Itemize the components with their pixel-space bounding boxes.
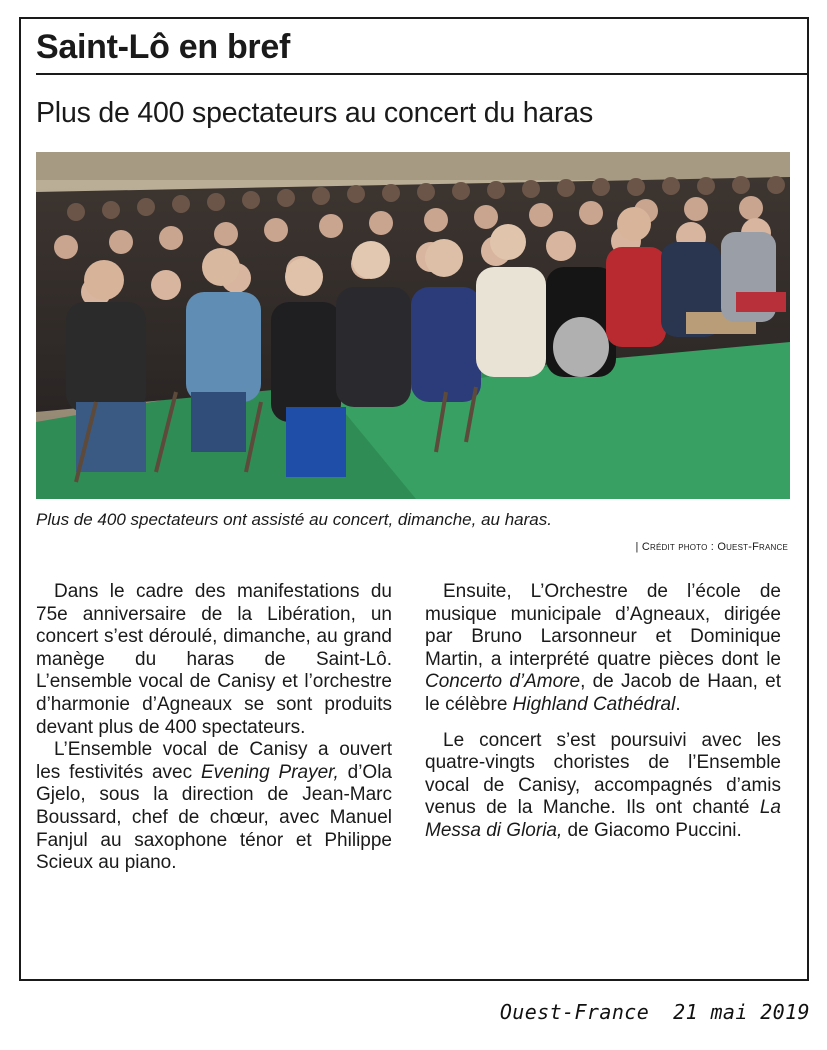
article-frame [19, 17, 809, 981]
source-date: 21 mai 2019 [673, 1000, 810, 1024]
work-title: Evening Prayer, [201, 761, 339, 783]
source-footer [500, 1000, 810, 1024]
source-name: Ouest-France [499, 1000, 650, 1024]
paragraph-ensemble: L’Ensemble vocal de Canisy a ouvert les festivités avec Evening Prayer, d’Ola Gjelo, sous la direction de Jean-Marc Boussard, chef de chœur, avec Manuel Fanjul au saxophone ténor et Philippe Scieux au piano. [36, 739, 392, 874]
work-title: La Messa di Gloria, [425, 797, 781, 841]
article-headline: Plus de 400 spectateurs au concert du haras [36, 97, 594, 129]
work-title: Highland Cathédral [512, 693, 676, 715]
section-title: Saint-Lô en bref [36, 28, 290, 66]
article-column-left [36, 581, 392, 875]
work-title: Concerto d’Amore [425, 671, 581, 693]
paragraph-intro: Dans le cadre des manifestations du 75e anniversaire de la Libération, un concert s’est déroulé, dimanche, au grand manège du haras de Saint-Lô. L’ensemble vocal de Canisy et l’orchestre d’harmonie d’Agneaux se sont produits devant plus de 400 spectateurs. [36, 581, 392, 738]
photo-caption: Plus de 400 spectateurs ont assisté au concert, dimanche, au haras. [36, 510, 552, 529]
article-column-right [425, 581, 781, 843]
concert-audience-photo [36, 152, 790, 499]
paragraph-orchestra: Ensuite, L’Orchestre de l’école de musique municipale d’Agneaux, dirigée par Bruno Larsonneur et Dominique Martin, a interprété quatre pièces dont le Concerto d’Amore, de Jacob de Haan, et le célèbre Highland Cathédral. [425, 581, 782, 715]
paragraph-finale: Le concert s’est poursuivi avec les quatre-vingts choristes de l’Ensemble vocal de Canisy, accompagnés d’amis venus de la Manche. Ils ont chanté La Messa di Gloria, de Giacomo Puccini. [425, 729, 781, 841]
section-rule [36, 73, 807, 75]
photo-credit: | Crédit photo : Ouest-France [635, 541, 788, 553]
